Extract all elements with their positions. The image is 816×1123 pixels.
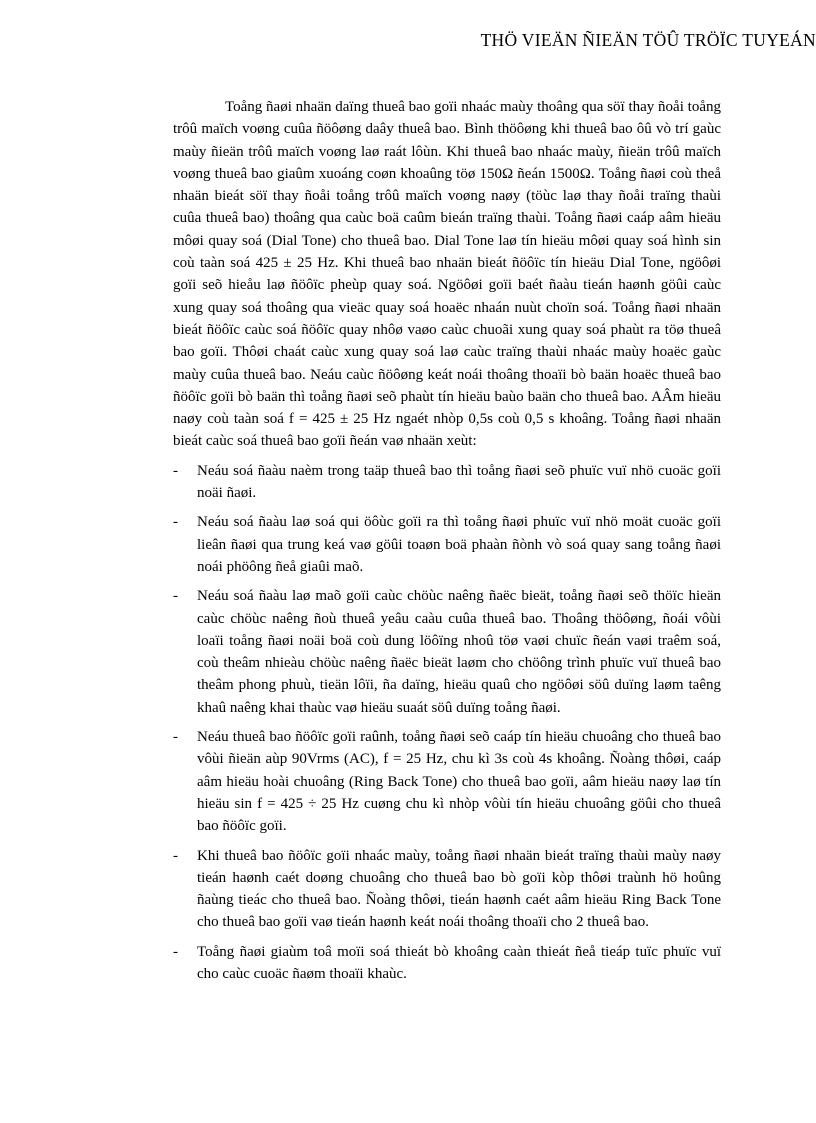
list-item: [173, 726, 721, 837]
dash-bullet-icon: -: [173, 514, 178, 531]
dash-bullet-icon: -: [173, 729, 178, 746]
list-item-text: Toång ñaøi giaùm toâ moïi soá thieát bò khoâng caàn thieát ñeå tieáp tuïc phuïc vuï cho caùc cuoäc ñaøm thoaïi khaùc.: [197, 943, 721, 982]
list-item-text: Neáu soá ñaàu laø maõ goïi caùc chöùc naêng ñaëc bieät, toång ñaøi seõ thöïc hieän caùc chöùc naêng ñoù thueâ yeâu caàu cuûa thueâ bao. Thoâng thöôøng, ñoái vôùi loaïi toång ñaøi noäi boä coù dung löôïng nhoû töø vaøi chuïc ñeán vaøi traêm soá, coù theâm nhieàu chöùc naêng ñaëc bieät laøm cho chöông trình phuïc vuï thueâ bao theâm phong phuù, tieän lôïi, ña daïng, hieäu quaû cho ngöôøi söû duïng laøm taêng khaû naêng khai thaùc vaø hieäu suaát söû duïng toång ñaøi.: [197, 588, 721, 716]
list-item: [173, 511, 721, 578]
dash-bullet-icon: -: [173, 462, 178, 479]
list-item-text: Khi thueâ bao ñöôïc goïi nhaác maùy, toång ñaøi nhaän bieát traïng thaùi maùy naøy tieán haønh caét doøng chuoâng cho thueâ bao bò goïi kòp thôøi traùnh hö hoûng ñaùng tieác cho thueâ bao. Ñoàng thôøi, tieán haønh caét aâm hieäu Ring Back Tone cho thueâ bao goïi vaø tieán haønh keát noái thoâng thoaïi cho 2 thueâ bao.: [197, 847, 721, 931]
dash-bullet-icon: -: [173, 847, 178, 864]
intro-paragraph: Toång ñaøi nhaän daïng thueâ bao goïi nhaác maùy thoâng qua söï thay ñoåi toång trôû maïch voøng cuûa ñöôøng daây thueâ bao. Bình thöôøng khi thueâ bao ôû vò trí gaùc maùy ñieän trôû maïch voøng laø raát lôùn. Khi thueâ bao nhaác maùy, ñieän trôû maïch voøng thueâ bao giaûm xuoáng coøn khoaûng töø 150Ω ñeán 1500Ω. Toång ñaøi coù theå nhaän bieát söï thay ñoåi toång trôû maïch voøng naøy (töùc laø thay ñoåi traïng thaùi cuûa thueâ bao) thoâng qua caùc boä caûm bieán traïng thaùi. Toång ñaøi caáp aâm hieäu môøi quay soá (Dial Tone) cho thueâ bao. Dial Tone laø tín hieäu môøi quay soá hình sin coù taàn soá 425 ± 25 Hz. Khi thueâ bao nhaän bieát ñöôïc tín hieäu Dial Tone, ngöôøi goïi seõ hieåu laø ñöôïc pheùp quay soá. Ngöôøi goïi baét ñaàu tieán haønh göûi caùc xung quay soá thoâng qua vieäc quay soá hoaëc nhaán nuùt choïn soá. Toång ñaøi nhaän bieát ñöôïc caùc soá ñöôïc quay nhôø vaøo caùc chuoãi xung quay soá phaùt ra töø thueâ bao goïi. Thôøi chaát caùc xung quay soá laø caùc traïng thaùi nhaác maùy hoaëc gaùc maùy cuûa thueâ bao. Neáu caùc ñöôøng keát noái thoâng thoaïi bò baän hoaëc thueâ bao ñöôïc goïi bò baän thì toång ñaøi seõ phaùt tín hieäu baùo baän cho thueâ bao. AÂm hieäu naøy coù taàn soá f = 425 ± 25 Hz ngaét nhòp 0,5s coù 0,5 s khoâng. Toång ñaøi nhaän bieát caùc soá thueâ bao goïi ñeán vaø nhaän xeùt:: [173, 99, 721, 450]
list-item: [173, 845, 721, 934]
list-item-text: Neáu thueâ bao ñöôïc goïi raûnh, toång ñaøi seõ caáp tín hieäu chuoâng cho thueâ bao vôùi ñieän aùp 90Vrms (AC), f = 25 Hz, chu kì 3s coù 4s khoâng. Ñoàng thôøi, caáp aâm hieäu hoài chuoâng (Ring Back Tone) cho thueâ bao goïi, aâm hieäu naøy laø tín hieäu sin f = 425 ÷ 25 Hz cuøng chu kì nhòp vôùi tín hieäu chuoâng göûi cho thueâ bao ñöôïc goïi.: [197, 729, 721, 835]
bullet-list: [173, 460, 721, 986]
dash-bullet-icon: -: [173, 943, 178, 960]
list-item: [173, 460, 721, 505]
list-item-text: Neáu soá ñaàu naèm trong taäp thueâ bao thì toång ñaøi seõ phuïc vuï nhö cuoäc goïi noäi ñaøi.: [197, 462, 721, 502]
list-item-text: Neáu soá ñaàu laø soá qui öôùc goïi ra thì toång ñaøi phuïc vuï nhö moät cuoäc goïi lieân ñaøi qua trung keá vaø göûi toaøn boä phaàn ñònh vò soá quay sang toång ñaøi noái phöông ñeå giaûi maõ.: [197, 514, 721, 575]
page-header-title: THÖ VIEÄN ÑIEÄN TÖÛ TRÖÏC TUYEÁN: [480, 30, 816, 50]
list-item: [173, 585, 721, 719]
document-body: [173, 96, 721, 985]
dash-bullet-icon: -: [173, 588, 178, 605]
list-item: [173, 941, 721, 986]
